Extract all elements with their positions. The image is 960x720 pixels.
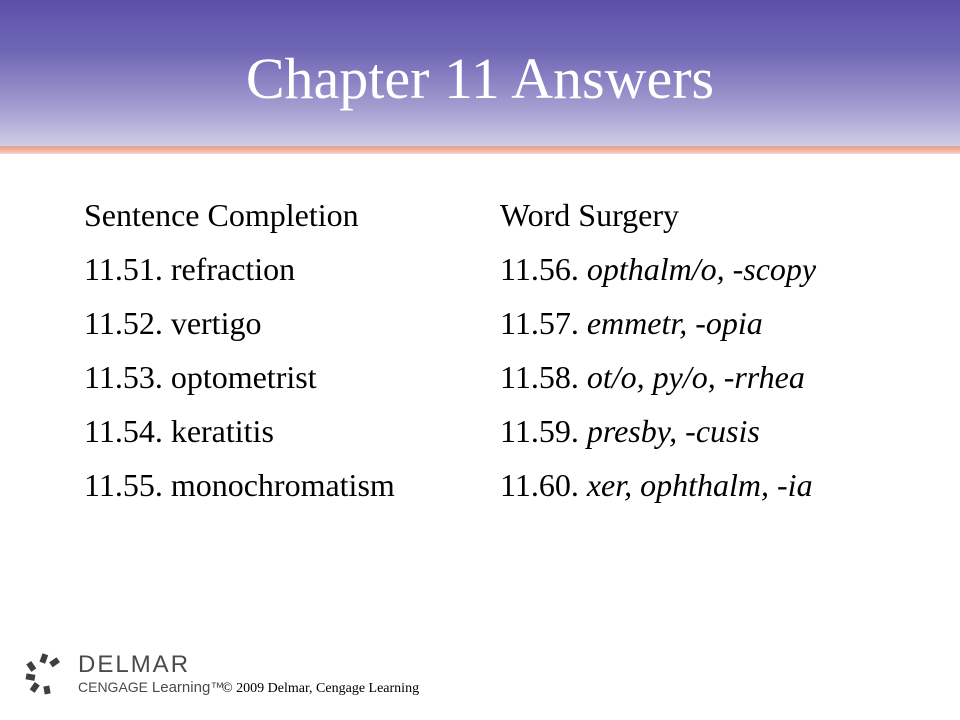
item-answer: vertigo [170, 305, 262, 341]
item-answer: emmetr, -opia [586, 305, 763, 341]
item-number: 11.56. [500, 251, 579, 287]
answer-item [84, 296, 395, 350]
word-surgery-column [500, 188, 816, 512]
item-number: 11.51. [84, 251, 163, 287]
logo-trademark: ™ [210, 679, 225, 695]
item-answer: keratitis [170, 413, 274, 449]
answer-item [84, 404, 395, 458]
answer-item [500, 458, 816, 512]
copyright-notice: © 2009 Delmar, Cengage Learning [222, 681, 420, 696]
answer-item [500, 242, 816, 296]
footer [24, 652, 524, 700]
column-heading: Sentence Completion [84, 197, 359, 233]
item-answer: monochromatism [170, 467, 395, 503]
item-answer: optometrist [170, 359, 317, 395]
item-number: 11.60. [500, 467, 579, 503]
delmar-logo-icon [24, 652, 68, 696]
item-answer: presby, -cusis [586, 413, 760, 449]
item-number: 11.55. [84, 467, 163, 503]
title-underline-rule [0, 146, 960, 154]
item-number: 11.52. [84, 305, 163, 341]
sentence-completion-column [84, 188, 395, 512]
logo-wordmark: DELMAR [78, 651, 191, 678]
item-number: 11.54. [84, 413, 163, 449]
slide-title: Chapter 11 Answers [245, 46, 715, 111]
logo-learning-text: Learning [151, 679, 211, 696]
logo-cengage-text: CENGAGE [78, 679, 149, 695]
answer-item [84, 350, 395, 404]
item-number: 11.57. [500, 305, 579, 341]
item-number: 11.58. [500, 359, 579, 395]
answer-item [84, 242, 395, 296]
item-answer: xer, ophthalm, -ia [586, 467, 813, 503]
column-heading: Word Surgery [500, 197, 680, 233]
item-number: 11.59. [500, 413, 579, 449]
answer-item [84, 458, 395, 512]
item-answer: ot/o, py/o, -rrhea [586, 359, 805, 395]
answer-item [500, 404, 816, 458]
item-answer: opthalm/o, -scopy [586, 251, 817, 287]
logo-subline [78, 678, 224, 697]
item-number: 11.53. [84, 359, 163, 395]
item-answer: refraction [170, 251, 296, 287]
answer-item [500, 350, 816, 404]
answer-item [500, 296, 816, 350]
